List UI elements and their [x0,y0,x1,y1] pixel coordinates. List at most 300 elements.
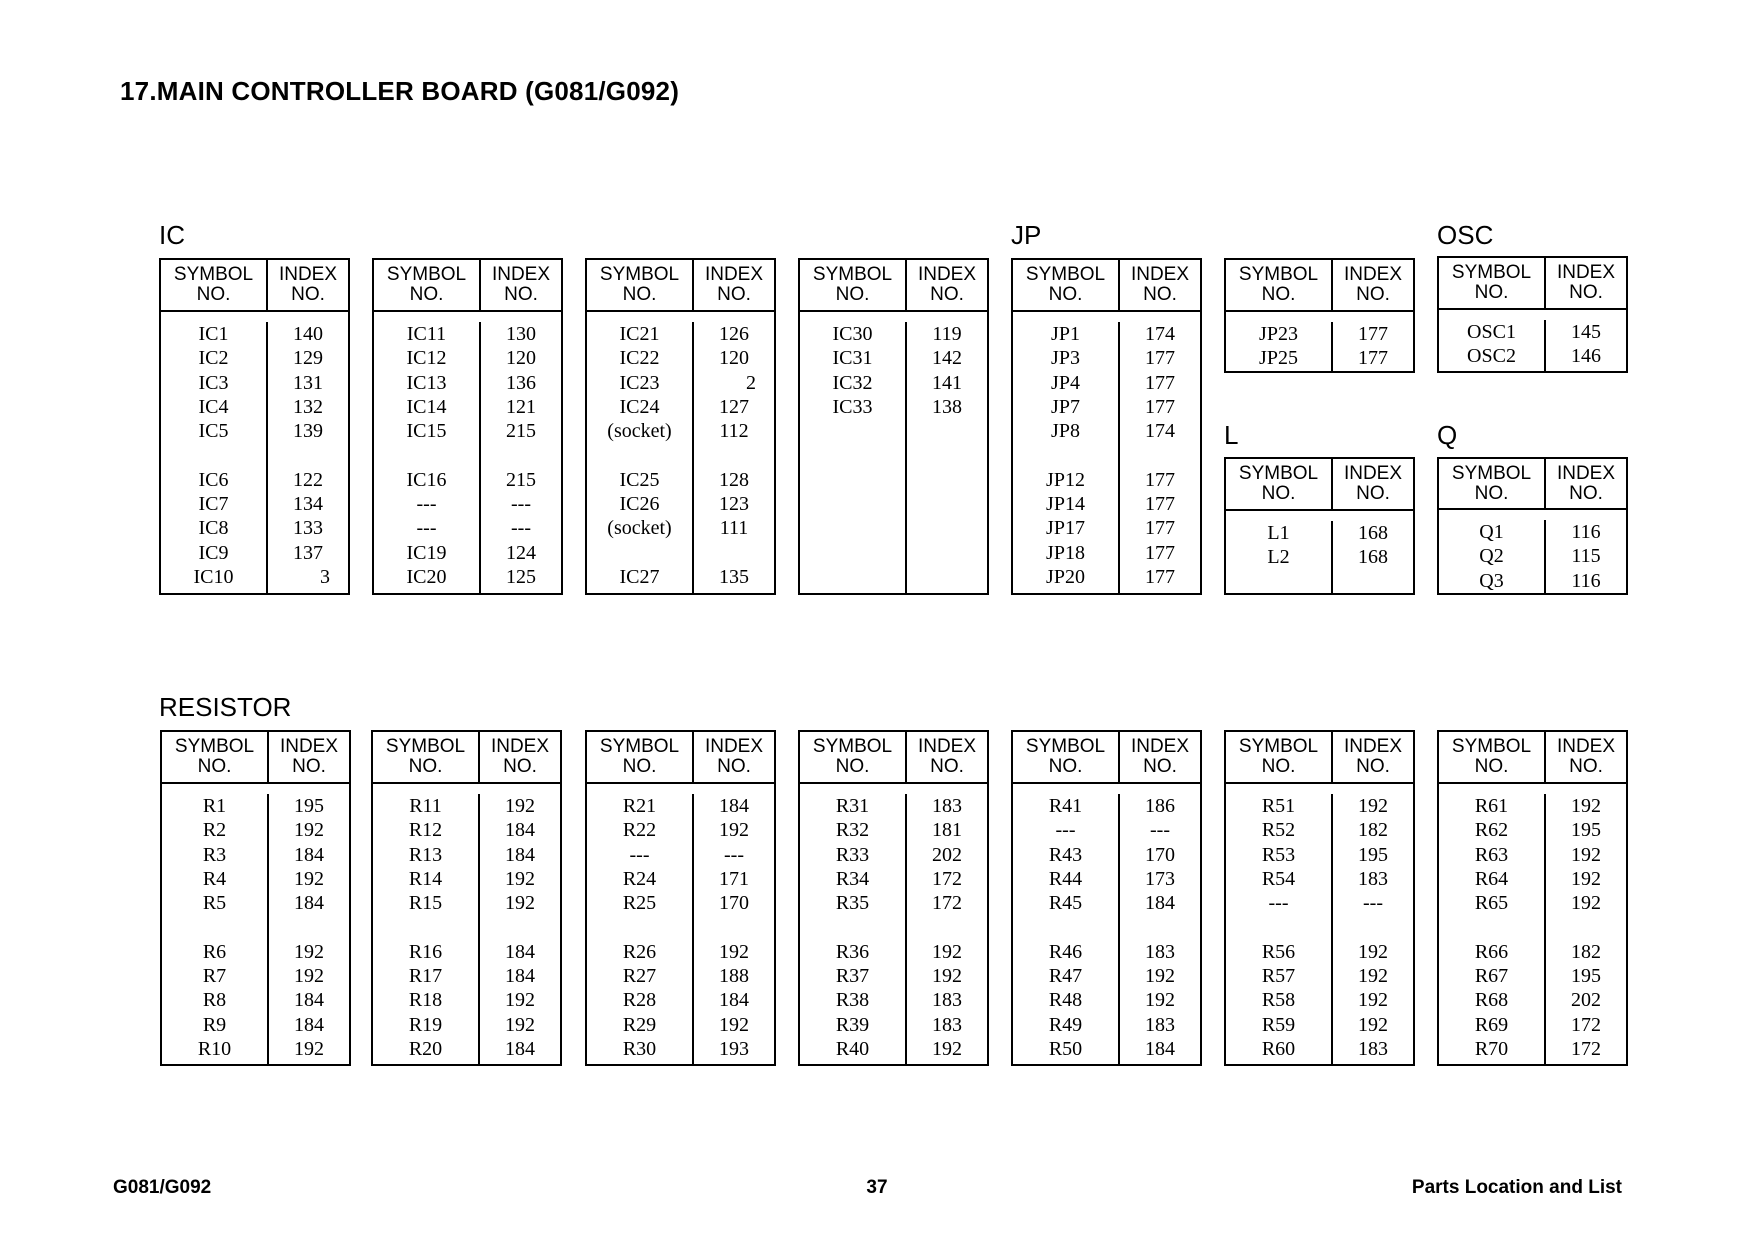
symbol-cell: IC1 [198,323,229,345]
table-body [1439,784,1626,1064]
row-gap [374,443,479,467]
header-label: INDEX [1556,736,1616,757]
footer-section-title: Parts Location and List [1411,1177,1622,1198]
index-cell: 177 [1145,371,1175,394]
header-label: INDEX [1130,264,1190,285]
symbol-cell: IC15 [406,420,447,443]
header-label: SYMBOL [1238,264,1319,285]
symbol-cell: IC22 [619,347,660,370]
row-gap [694,443,774,467]
symbol-cell: R60 [1261,1037,1296,1060]
index-cell: 183 [932,989,962,1012]
header-label: NO. [622,284,657,305]
symbol-cell: IC14 [406,395,447,418]
symbol-cell: R3 [202,843,227,866]
ic-table-4 [798,258,989,595]
symbol-cell: R5 [202,892,227,915]
index-cell: 120 [719,347,749,370]
index-cell: 123 [719,493,749,516]
row-gap [1013,915,1118,939]
index-cell: 112 [719,420,749,443]
table-header [161,260,348,312]
header-label: NO. [1474,756,1509,777]
index-cell: 177 [1145,541,1175,564]
header-label: INDEX [1343,736,1403,757]
row-gap [587,915,692,939]
symbol-no-header [1226,260,1333,310]
symbol-no-header [1013,260,1120,310]
symbol-cell: JP18 [1046,541,1085,564]
symbol-column [1439,320,1546,371]
symbol-column [162,794,269,1064]
table-header [587,732,774,784]
symbol-cell: R40 [835,1037,870,1060]
section-label-ic: IC [159,220,185,250]
section-label-l: L [1224,420,1239,450]
header-label: SYMBOL [1238,463,1319,484]
index-cell: --- [511,517,531,540]
symbol-cell: IC21 [619,323,660,345]
row-gap [1333,915,1413,939]
header-label: INDEX [491,264,551,285]
symbol-cell: R35 [835,892,870,915]
table-header [373,732,560,784]
symbol-cell: R38 [835,989,870,1012]
header-label: SYMBOL [599,264,680,285]
index-cell: 192 [719,1013,749,1036]
symbol-cell: R57 [1261,965,1296,988]
index-column [907,794,987,1064]
symbol-no-header [800,260,907,310]
index-cell: --- [511,493,531,516]
index-cell: 126 [719,323,749,345]
index-cell: 192 [294,819,324,842]
symbol-cell: IC25 [619,468,660,491]
symbol-cell: R32 [835,819,870,842]
index-cell: 168 [1358,546,1388,569]
header-label: SYMBOL [1025,264,1106,285]
symbol-cell: R17 [408,965,443,988]
symbol-cell: R44 [1048,867,1083,890]
header-label: NO. [503,756,537,777]
symbol-cell: IC8 [198,517,229,540]
header-label: NO. [717,756,751,777]
symbol-cell: OSC1 [1467,321,1516,343]
symbol-cell: JP12 [1046,468,1085,491]
symbol-no-header [587,732,694,782]
index-cell: 116 [1571,569,1601,592]
footer-page-number: 37 [866,1177,888,1198]
symbol-cell: R31 [835,795,870,817]
index-cell: 202 [1571,989,1601,1012]
symbol-cell: R20 [408,1037,443,1060]
index-cell: 184 [505,940,535,963]
row-gap [800,915,905,939]
index-cell: 177 [1145,395,1175,418]
index-cell: 181 [932,819,962,842]
symbol-column [1226,794,1333,1064]
symbol-cell: R47 [1048,965,1083,988]
header-label: NO. [1261,483,1296,504]
header-label: INDEX [704,264,764,285]
symbol-cell: R33 [835,843,870,866]
symbol-column [800,794,907,1064]
index-cell: 183 [1358,867,1388,890]
table-header [1013,732,1200,784]
symbol-cell: R67 [1474,965,1509,988]
symbol-column [800,322,907,593]
symbol-no-header [374,260,481,310]
symbol-cell: R64 [1474,867,1509,890]
index-cell: 115 [1571,545,1601,568]
index-no-header [481,260,561,310]
index-cell: 192 [1571,867,1601,890]
index-column [1333,794,1413,1064]
symbol-cell: R68 [1474,989,1509,1012]
table-header [1226,260,1413,312]
table-body [1226,312,1413,371]
symbol-cell: R29 [622,1013,657,1036]
symbol-cell: IC16 [406,468,447,491]
index-cell: 127 [719,395,749,418]
symbol-cell: IC26 [619,493,660,516]
index-no-header [1120,732,1200,782]
index-cell: 192 [1571,843,1601,866]
symbol-cell: --- [416,517,437,540]
index-cell: 116 [1571,521,1601,544]
index-column [694,322,774,593]
symbol-cell: R18 [408,989,443,1012]
index-cell: 192 [1571,795,1601,817]
index-no-header [1546,258,1626,308]
table-header [1226,459,1413,511]
index-cell: 182 [1571,940,1601,963]
index-cell: 183 [1145,1013,1175,1036]
index-column [1333,322,1413,371]
symbol-cell: R66 [1474,940,1509,963]
symbol-cell: (socket) [607,420,672,443]
symbol-cell: R25 [622,892,657,915]
index-column [1120,794,1200,1064]
index-cell: 174 [1145,323,1175,345]
index-cell: 135 [719,565,749,588]
symbol-cell: (socket) [607,517,672,540]
table-body [162,784,349,1064]
ic-table-3 [585,258,776,595]
index-cell: 130 [506,323,536,345]
header-label: NO. [291,284,325,305]
index-cell: 111 [719,517,749,540]
index-cell: 184 [294,989,324,1012]
symbol-cell: Q2 [1479,545,1504,568]
header-label: INDEX [704,736,764,757]
table-body [374,312,561,593]
symbol-cell: R10 [197,1037,232,1060]
index-cell: 172 [1571,1037,1601,1060]
symbol-cell: R11 [409,795,442,817]
symbol-cell: R37 [835,965,870,988]
symbol-cell: JP8 [1051,420,1080,443]
header-label: SYMBOL [174,736,255,757]
symbol-column [1226,521,1333,593]
index-cell: 195 [294,795,324,817]
symbol-cell: R2 [202,819,227,842]
symbol-cell: IC4 [198,395,229,418]
symbol-cell: Q1 [1479,521,1504,544]
index-no-header [694,732,774,782]
table-header [800,732,987,784]
index-cell: 177 [1358,323,1388,345]
header-label: NO. [1474,282,1509,303]
header-label: INDEX [1556,462,1616,484]
symbol-cell: R4 [202,867,227,890]
symbol-cell: IC6 [198,468,229,491]
symbol-cell: --- [416,493,437,516]
symbol-cell: R15 [408,892,443,915]
symbol-cell: IC27 [619,565,660,588]
symbol-cell: IC31 [832,347,873,370]
symbol-cell: R1 [202,795,227,817]
index-no-header [1546,732,1626,782]
index-no-header [1333,732,1413,782]
symbol-cell: R59 [1261,1013,1296,1036]
row-gap [1439,915,1544,939]
symbol-cell: R49 [1048,1013,1083,1036]
index-cell: 192 [719,819,749,842]
index-cell: 170 [1145,843,1175,866]
index-cell: 184 [719,989,749,1012]
symbol-cell: R48 [1048,989,1083,1012]
symbol-cell: R45 [1048,892,1083,915]
header-label: NO. [622,756,657,777]
index-cell: 177 [1145,517,1175,540]
symbol-cell: IC11 [406,323,447,345]
table-header [587,260,774,312]
table-header [1013,260,1200,312]
header-label: INDEX [490,736,550,757]
header-label: NO. [196,284,231,305]
header-label: SYMBOL [1451,262,1532,283]
symbol-cell: R14 [408,867,443,890]
symbol-cell: IC19 [406,541,447,564]
index-cell: 192 [1571,892,1601,915]
header-label: INDEX [917,736,977,757]
header-label: SYMBOL [1451,462,1532,484]
index-cell: 134 [293,493,323,516]
symbol-cell: IC10 [193,565,234,588]
symbol-cell: JP14 [1046,493,1085,516]
index-cell: 177 [1145,468,1175,491]
symbol-no-header [373,732,480,782]
index-no-header [269,732,349,782]
index-cell: 124 [506,541,536,564]
table-header [374,260,561,312]
index-cell: 119 [932,323,962,345]
index-cell: 192 [294,965,324,988]
row-gap [587,443,692,467]
symbol-column [1013,794,1120,1064]
symbol-cell: R36 [835,940,870,963]
table-body [800,312,987,593]
index-column [1546,794,1626,1064]
header-label: NO. [1143,756,1177,777]
symbol-no-header [1439,732,1546,782]
index-cell: 136 [506,371,536,394]
index-cell: 192 [505,892,535,915]
index-no-header [1333,459,1413,509]
row-gap [907,915,987,939]
osc-table [1437,256,1628,373]
index-cell: 168 [1358,522,1388,544]
index-cell: --- [1363,892,1383,915]
symbol-cell: IC13 [406,371,447,394]
index-cell: 132 [293,395,323,418]
symbol-column [374,322,481,593]
index-cell: 125 [506,565,536,588]
symbol-column [1439,794,1546,1064]
row-gap [694,915,774,939]
symbol-cell: IC5 [198,420,229,443]
symbol-cell: R19 [408,1013,443,1036]
index-cell: 184 [1145,1037,1175,1060]
resistor-table-4 [798,730,989,1066]
header-label: NO. [930,284,964,305]
index-cell: 192 [1358,795,1388,817]
section-label-jp: JP [1011,220,1042,250]
header-label: NO. [197,756,232,777]
index-cell: 131 [293,371,323,394]
index-cell: 145 [1571,321,1601,343]
symbol-cell: R22 [622,819,657,842]
jp-table-2 [1224,258,1415,373]
index-cell: --- [724,843,744,866]
section-label-osc: OSC [1437,220,1494,250]
symbol-cell: JP4 [1051,371,1080,394]
header-label: NO. [1356,756,1390,777]
header-label: NO. [1474,482,1509,504]
resistor-table-3 [585,730,776,1066]
index-cell: 139 [293,420,323,443]
index-cell: 184 [505,1037,535,1060]
symbol-cell: R53 [1261,843,1296,866]
header-label: NO. [1261,756,1296,777]
index-cell: 193 [719,1037,749,1060]
header-label: INDEX [278,264,338,285]
symbol-cell [587,541,692,565]
symbol-cell: R27 [622,965,657,988]
symbol-cell: IC3 [198,371,229,394]
symbol-cell: R69 [1474,1013,1509,1036]
index-cell: 172 [932,867,962,890]
index-no-header [1120,260,1200,310]
index-cell: 184 [505,843,535,866]
header-label: INDEX [1556,262,1616,283]
header-label: NO. [835,284,870,305]
header-label: NO. [835,756,870,777]
index-column [907,322,987,593]
index-cell: 192 [294,867,324,890]
index-cell: 121 [506,395,536,418]
ic-table-1 [159,258,350,595]
symbol-column [1013,322,1120,593]
index-column [694,794,774,1064]
index-cell: 192 [932,940,962,963]
index-cell: 133 [293,517,323,540]
header-label: NO. [292,756,326,777]
symbol-column [373,794,480,1064]
symbol-cell: R39 [835,1013,870,1036]
symbol-cell: R34 [835,867,870,890]
table-body [800,784,987,1064]
symbol-cell: R62 [1474,819,1509,842]
resistor-table-1 [160,730,351,1066]
index-column [481,322,561,593]
table-body [1226,784,1413,1064]
table-header [800,260,987,312]
q-table [1437,457,1628,595]
symbol-cell: L1 [1267,522,1290,544]
index-column [1546,520,1626,593]
table-header [162,732,349,784]
symbol-cell: R9 [202,1013,227,1036]
index-column [268,322,348,593]
resistor-table-7 [1437,730,1628,1066]
symbol-no-header [1226,732,1333,782]
index-cell [694,541,774,565]
header-label: SYMBOL [1025,736,1106,757]
index-no-header [1546,459,1626,508]
header-label: NO. [1356,483,1390,504]
header-label: SYMBOL [173,264,254,285]
symbol-cell: R7 [202,965,227,988]
table-body [1226,511,1413,593]
index-cell: 184 [505,965,535,988]
symbol-column [161,322,268,593]
symbol-cell: R51 [1261,795,1296,817]
symbol-cell: --- [1055,819,1076,842]
header-label: NO. [1143,284,1177,305]
header-label: SYMBOL [812,264,893,285]
index-cell: 184 [1145,892,1175,915]
index-column [480,794,560,1064]
symbol-column [587,322,694,593]
symbol-cell: R21 [622,795,657,817]
row-gap [1013,443,1118,467]
index-column [1546,320,1626,371]
header-label: NO. [1356,284,1390,305]
symbol-cell: JP23 [1259,323,1298,345]
symbol-no-header [1226,459,1333,509]
index-cell: 138 [932,395,962,418]
index-no-header [907,732,987,782]
index-cell: 183 [1145,940,1175,963]
symbol-cell: IC20 [406,565,447,588]
symbol-cell: JP1 [1051,323,1080,345]
header-label: NO. [1569,282,1603,303]
symbol-cell: R28 [622,989,657,1012]
header-label: NO. [504,284,538,305]
table-body [1439,310,1626,371]
index-cell: 2 [746,371,756,394]
row-gap [373,915,478,939]
index-cell: 215 [506,468,536,491]
row-gap [268,443,348,467]
index-cell: 141 [932,371,962,394]
row-gap [1120,443,1200,467]
symbol-cell: R63 [1474,843,1509,866]
ic-table-2 [372,258,563,595]
index-cell: 192 [1145,989,1175,1012]
